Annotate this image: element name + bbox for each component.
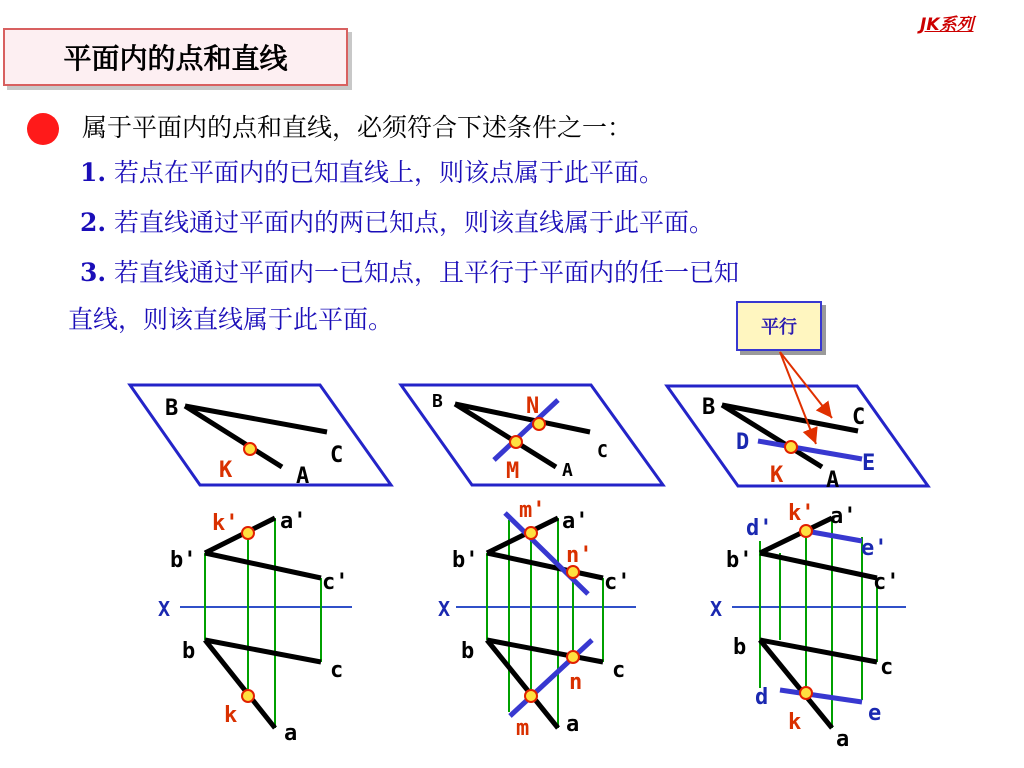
figure-1 [130, 385, 391, 746]
label-e1-3: e' [861, 536, 888, 561]
label-M-2: M [506, 459, 520, 484]
label-B-3: B [702, 395, 716, 420]
label-b-2: b [461, 639, 475, 664]
point-k-front-3 [800, 525, 812, 537]
label-B-1: B [165, 396, 179, 421]
condition-1-text: 若点在平面内的已知直线上，则该点属于此平面。 [106, 158, 665, 187]
label-B-2: B [432, 391, 443, 412]
label-c1-1: c' [322, 570, 349, 595]
condition-1-number: 1. [80, 158, 107, 187]
point-k-front-1 [242, 527, 254, 539]
label-N-2: N [526, 394, 540, 419]
label-K-1: K [219, 458, 233, 483]
label-A-2: A [562, 460, 573, 481]
condition-3-text: 若直线通过平面内一已知点，且平行于平面内的任一已知 [106, 258, 740, 287]
label-b-1: b [182, 639, 196, 664]
label-C-2: C [597, 441, 608, 462]
label-k1-1: k' [212, 511, 239, 536]
parallel-callout: 平行 [736, 301, 822, 351]
parallel-arrow-1 [780, 352, 816, 444]
point-m-top-2 [525, 690, 537, 702]
label-n-2: n [569, 670, 583, 695]
label-A-1: A [296, 464, 310, 489]
label-C-1: C [330, 443, 344, 468]
condition-2-text: 若直线通过平面内的两已知点，则该直线属于此平面。 [106, 208, 715, 237]
condition-3-continued: 直线，则该直线属于此平面。 [68, 305, 394, 334]
label-b1-3: b' [726, 548, 753, 573]
point-k-top-3 [800, 687, 812, 699]
front-line-bc-3 [760, 553, 877, 578]
front-line-ba-2 [487, 518, 558, 553]
label-a1-1: a' [280, 509, 307, 534]
label-d-3: d [755, 685, 769, 710]
condition-2-number: 2. [80, 208, 107, 237]
label-b1-2: b' [452, 548, 479, 573]
label-c-3: c [880, 655, 894, 680]
front-line-bc-1 [205, 553, 321, 578]
label-k-3: k [788, 710, 802, 735]
label-e-3: e [868, 701, 882, 726]
line-de-3 [758, 441, 862, 459]
point-k-3 [785, 441, 797, 453]
point-n-top-2 [567, 651, 579, 663]
label-b1-1: b' [170, 548, 197, 573]
point-m-2 [510, 436, 522, 448]
label-c-2: c [612, 658, 626, 683]
label-D-3: D [736, 430, 750, 455]
figure-2 [401, 385, 663, 741]
label-X-2: X [438, 597, 451, 621]
front-line-de-3 [806, 531, 862, 541]
label-b-3: b [733, 635, 747, 660]
top-line-de-3 [780, 690, 862, 702]
label-n1-2: n' [566, 543, 593, 568]
label-k-1: k [224, 703, 238, 728]
point-k-1 [244, 443, 256, 455]
label-a1-2: a' [562, 509, 589, 534]
label-c-1: c [330, 658, 344, 683]
label-m1-2: m' [519, 498, 546, 523]
label-m-2: m [516, 716, 530, 741]
label-C-3: C [852, 405, 866, 430]
label-k1-3: k' [788, 501, 815, 526]
label-E-3: E [862, 451, 876, 476]
label-K-3: K [770, 463, 784, 488]
label-X-1: X [158, 597, 171, 621]
point-n-2 [533, 418, 545, 430]
label-c1-3: c' [873, 570, 900, 595]
label-X-3: X [710, 597, 723, 621]
label-a1-3: a' [830, 504, 857, 529]
label-a-3: a [836, 727, 850, 752]
condition-3-number: 3. [80, 258, 107, 287]
brand-logo: JK系列 [920, 15, 974, 35]
point-m-front-2 [525, 527, 537, 539]
figure-3 [667, 352, 928, 752]
page-title-text: 平面内的点和直线 [63, 42, 288, 75]
label-d1-3: d' [746, 516, 773, 541]
intro-text: 属于平面内的点和直线，必须符合下述条件之一： [82, 113, 633, 142]
label-A-3: A [826, 468, 840, 493]
point-k-top-1 [242, 690, 254, 702]
label-a-2: a [566, 712, 580, 737]
label-c1-2: c' [604, 570, 631, 595]
label-a-1: a [284, 721, 298, 746]
